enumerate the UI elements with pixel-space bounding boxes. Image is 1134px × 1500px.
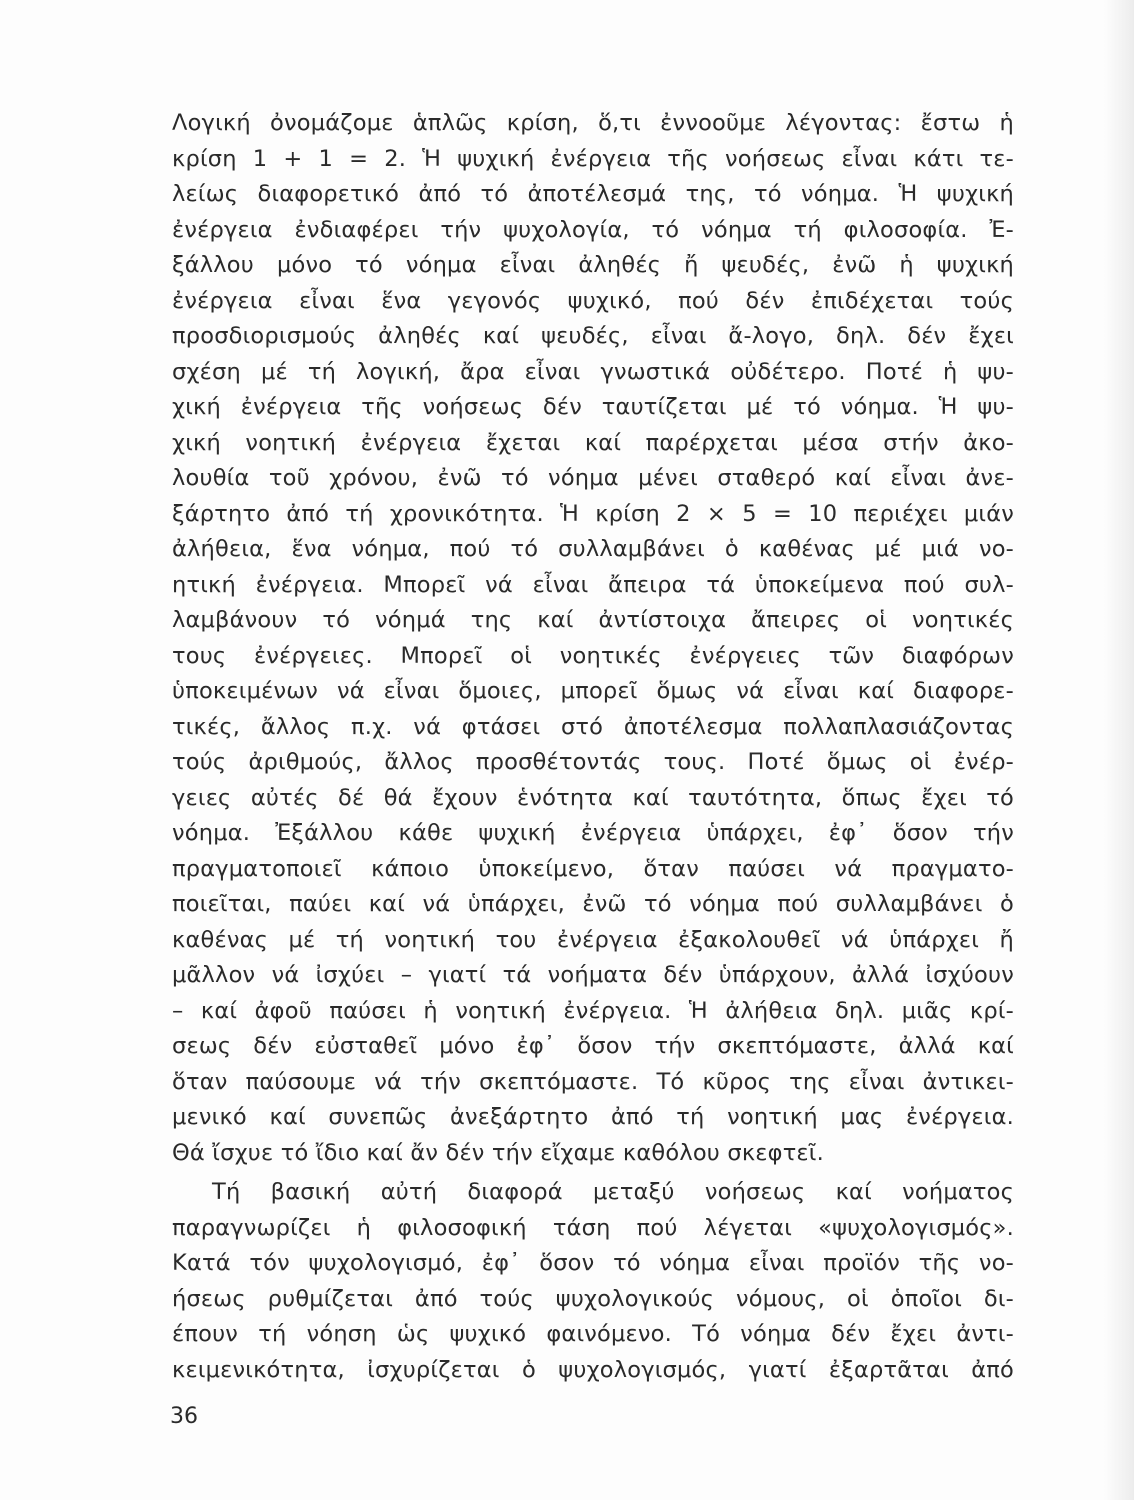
page-edge-shadow	[1104, 0, 1134, 1500]
text-line: προσδιορισμούς ἀληθές καί ψευδές, εἶναι ἄ-λογο, δηλ. δέν ἔχει	[172, 323, 1014, 349]
text-line: ὅταν παύσουμε νά τήν σκεπτόμαστε. Τό κῦρος της εἶναι ἀντικει-	[172, 1068, 1014, 1095]
paragraph-2	[172, 1175, 1014, 1388]
text-line: ητική ἐνέργεια. Μπορεῖ νά εἶναι ἄπειρα τά ὑποκείμενα πού συλ-	[172, 571, 1014, 598]
text-line: ξάλλου μόνο τό νόημα εἶναι ἀληθές ἤ ψευδές, ἐνῶ ἡ ψυχική	[172, 252, 1014, 278]
text-line: μενικό καί συνεπῶς ἀνεξάρτητο ἀπό τή νοητική μας ἐνέργεια.	[172, 1104, 1014, 1130]
text-line: κειμενικότητα, ἰσχυρίζεται ὁ ψυχολογισμός, γιατί ἐξαρτᾶται ἀπό	[172, 1356, 1014, 1383]
text-line: χική νοητική ἐνέργεια ἔχεται καί παρέρχεται μέσα στήν ἀκο-	[172, 429, 1014, 456]
text-line: ἐνέργεια ἐνδιαφέρει τήν ψυχολογία, τό νόημα τή φιλοσοφία. Ἐ-	[172, 216, 1014, 243]
text-line: ὑποκειμένων νά εἶναι ὅμοιες, μπορεῖ ὅμως νά εἶναι καί διαφορε-	[172, 678, 1014, 704]
text-line: τικές, ἄλλος π.χ. νά φτάσει στό ἀποτέλεσμα πολλαπλασιάζοντας	[172, 713, 1014, 740]
text-line: λαμβάνουν τό νόημά της καί ἀντίστοιχα ἄπειρες οἱ νοητικές	[172, 607, 1014, 633]
text-line: κρίση 1 + 1 = 2. Ἡ ψυχική ἐνέργεια τῆς νοήσεως εἶναι κάτι τε-	[172, 145, 1014, 172]
text-line: καθένας μέ τή νοητική του ἐνέργεια ἐξακολουθεῖ νά ὑπάρχει ἤ	[172, 926, 1014, 953]
page-number: 36	[170, 1404, 198, 1429]
text-line: γειες αὐτές δέ θά ἔχουν ἑνότητα καί ταυτότητα, ὅπως ἔχει τό	[172, 784, 1014, 811]
text-line: έπουν τή νόηση ὡς ψυχικό φαινόμενο. Τό νόημα δέν ἔχει ἀντι-	[172, 1321, 1014, 1347]
paragraph-1	[172, 106, 1014, 1171]
text-line: ήσεως ρυθμίζεται ἀπό τούς ψυχολογικούς νόμους, οἱ ὁποῖοι δι-	[172, 1285, 1014, 1312]
text-line: ξάρτητο ἀπό τή χρονικότητα. Ἡ κρίση 2 × 5 = 10 περιέχει μιάν	[172, 500, 1014, 527]
text-line: λουθία τοῦ χρόνου, ἐνῶ τό νόημα μένει σταθερό καί εἶναι ἀνε-	[172, 465, 1014, 491]
text-line: Θά ἴσχυε τό ἴδιο καί ἄν δέν τήν εἴχαμε καθόλου σκεφτεῖ.	[172, 1139, 824, 1166]
body-text	[172, 106, 1014, 1388]
text-line: χική ἐνέργεια τῆς νοήσεως δέν ταυτίζεται μέ τό νόημα. Ἡ ψυ-	[172, 394, 1014, 420]
text-line: ἀλήθεια, ἕνα νόημα, πού τό συλλαμβάνει ὁ καθένας μέ μιά νο-	[172, 536, 1014, 562]
text-line: Κατά τόν ψυχολογισμό, ἐφ᾿ ὅσον τό νόημα εἶναι προϊόν τῆς νο-	[172, 1250, 1014, 1276]
text-line: Λογική ὀνομάζομε ἁπλῶς κρίση, ὅ,τι ἐννοοῦμε λέγοντας: ἔστω ἡ	[172, 110, 1014, 136]
text-line: ποιεῖται, παύει καί νά ὑπάρχει, ἐνῶ τό νόημα πού συλλαμβάνει ὁ	[172, 891, 1014, 917]
text-line: σεως δέν εὐσταθεῖ μόνο ἐφ᾿ ὅσον τήν σκεπτόμαστε, ἀλλά καί	[172, 1033, 1014, 1059]
text-line: τούς ἀριθμούς, ἄλλος προσθέτοντάς τους. Ποτέ ὅμως οἱ ἐνέρ-	[172, 749, 1014, 775]
text-line: σχέση μέ τή λογική, ἄρα εἶναι γνωστικά οὐδέτερο. Ποτέ ἡ ψυ-	[172, 358, 1014, 385]
text-line: τους ἐνέργειες. Μπορεῖ οἱ νοητικές ἐνέργειες τῶν διαφόρων	[172, 642, 1014, 669]
text-line: παραγνωρίζει ἡ φιλοσοφική τάση πού λέγεται «ψυχολογισμός».	[172, 1214, 1014, 1241]
text-line: πραγματοποιεῖ κάποιο ὑποκείμενο, ὅταν παύσει νά πραγματο-	[172, 855, 1014, 882]
text-line: νόημα. Ἐξάλλου κάθε ψυχική ἐνέργεια ὑπάρχει, ἐφ᾿ ὅσον τήν	[172, 820, 1014, 846]
text-line: Τή βασική αὐτή διαφορά μεταξύ νοήσεως καί νοήματος	[212, 1179, 1014, 1205]
text-line: μᾶλλον νά ἰσχύει – γιατί τά νοήματα δέν ὑπάρχουν, ἀλλά ἰσχύουν	[172, 962, 1014, 988]
text-line: – καί ἀφοῦ παύσει ἡ νοητική ἐνέργεια. Ἡ ἀλήθεια δηλ. μιᾶς κρί-	[172, 997, 1014, 1024]
text-line: ἐνέργεια εἶναι ἕνα γεγονός ψυχικό, πού δέν ἐπιδέχεται τούς	[172, 287, 1014, 314]
text-line: λείως διαφορετικό ἀπό τό ἀποτέλεσμά της, τό νόημα. Ἡ ψυχική	[172, 181, 1014, 207]
